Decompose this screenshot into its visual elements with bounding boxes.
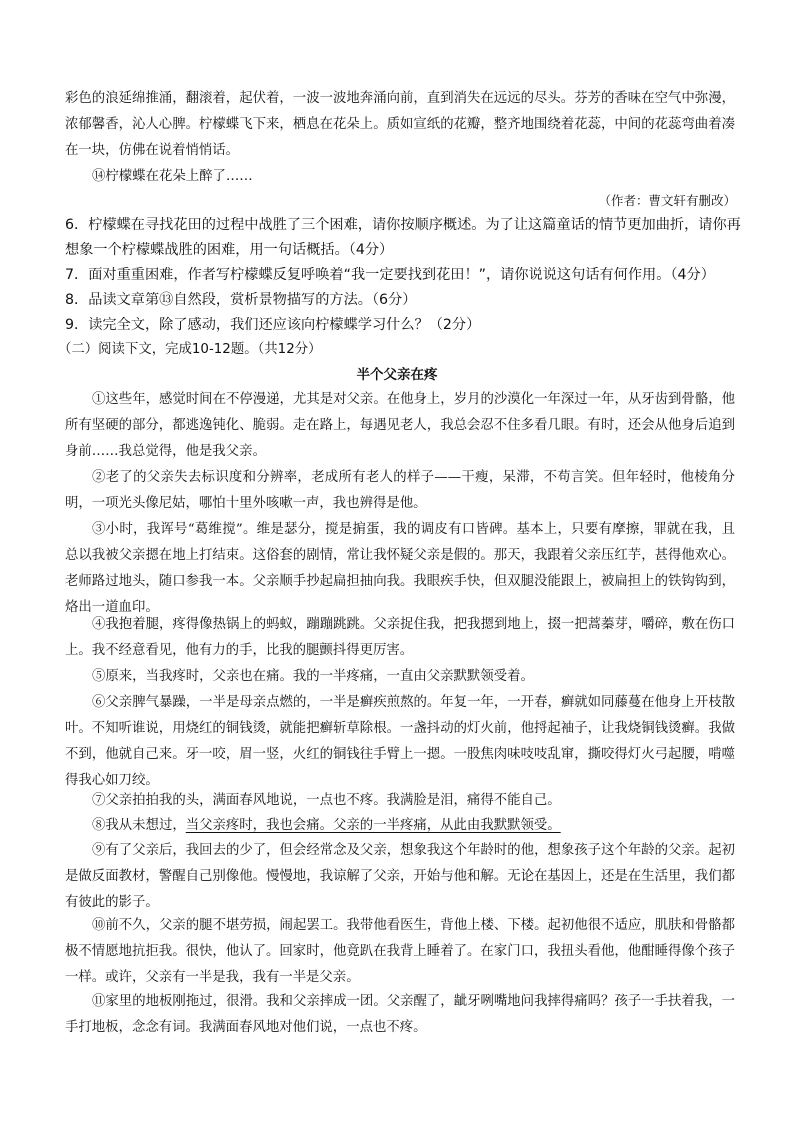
passage2-paragraph-2: ②老了的父亲失去标识度和分辨率，老成所有老人的样子——干瘦，呆滞，不苟言笑。但年轻时，他棱角分明，一项光头像尼姑，哪怕十里外咳嗽一声，我也辨得是他。 (65, 470, 735, 511)
passage2-paragraph-10: ⑩前不久，父亲的腿不堪劳损，闹起罢工。我带他看医生，背他上楼、下楼。起初他很不适应，肌肤和骨骼都极不情愿地抗拒我。很快，他认了。回家时，他竟趴在我背上睡着了。在家门口，我扭头看他，他酣睡得像个孩子一样。或许，父亲有一半是我，我有一半是父亲。 (65, 918, 735, 985)
passage1-paragraph-14: ⑭柠檬蝶在花朵上醉了…… (92, 169, 253, 184)
passage2-paragraph-4: ④我抱着腿，疼得像热锅上的蚂蚁，蹦蹦跳跳。父亲捉住我，把我摁到地上，掇一把蒿蓁芽，嚼碎，敷在伤口上。我不经意看见，他有力的手，比我的腿颤抖得更厉害。 (65, 617, 735, 658)
attribution: （作者：曹文轩有删改） (598, 193, 736, 208)
question-7: 7．面对重重困难，作者写柠檬蝶反复呼唤着“我一定要找到花田！”，请你说说这句话有何作用。（4分） (65, 267, 715, 283)
passage2-paragraph-11: ⑪家里的地板刚拖过，很滑。我和父亲摔成一团。父亲醒了，龇牙咧嘴地问我摔得痛吗？孩子一手扶着我，一手打地板，念念有词。我满面春风地对他们说，一点也不疼。 (65, 994, 735, 1035)
passage1-paragraph-continued: 彩色的浪延绵推涌，翻滚着，起伏着，一波一波地奔涌向前，直到消失在远远的尽头。芬芳的香味在空气中弥漫，浓郁馨香，沁人心脾。柠檬蝶飞下来，栖息在花朵上。质如宣纸的花瓣，整齐地围绕着花蕊，中间的花蕊弯曲着凑在一块，仿佛在说着悄悄话。 (65, 91, 735, 158)
passage2-paragraph-9: ⑨有了父亲后，我回去的少了，但会经常念及父亲，想象我这个年龄时的他，想象孩子这个年龄的父亲。起初是做反面教材，警醒自己别像他。慢慢地，我谅解了父亲，开始与他和解。无论在基因上，还是在生活里，我们都有彼此的影子。 (65, 843, 735, 910)
passage2-paragraph-5: ⑤原来，当我疼时，父亲也在痛。我的一半疼痛，一直由父亲默默领受着。 (92, 669, 534, 684)
passage2-paragraph-1: ①这些年，感觉时间在不停漫递，尤其是对父亲。在他身上，岁月的沙漠化一年深过一年，从牙齿到骨骼，他所有坚硬的部分，都逃逸钝化、脆弱。走在路上，每遇见老人，我总会忍不住多看几眼。有时，还会从他身后追到身前……我总觉得，他是我父亲。 (65, 392, 735, 459)
question-9: 9．读完全文，除了感动，我们还应该向柠檬蝶学习什么？（2分） (65, 317, 481, 333)
passage2-paragraph-6: ⑥父亲脾气暴躁，一半是母亲点燃的，一半是癣疾煎熬的。年复一年，一开春，癣就如同藤蔓在他身上开枝散叶。不知听谁说，用烧红的铜钱烫，就能把癣斩草除根。一盏抖动的灯火前，他捋起袖子，让我烧铜钱烫癣。我做不到，他就自己来。牙一咬，眉一竖，火红的铜钱往手臂上一摁。一股焦肉味吱吱乱窜，撕咬得灯火弓起腰，啃噬得我心如刀绞。 (65, 695, 735, 788)
passage2-paragraph-3: ③小时，我诨号“葛维搅”。维是瑟分，搅是掮蛋，我的调皮有口皆碑。基本上，只要有摩擦，罪就在我，且总以我被父亲摁在地上打结束。这俗套的剧情，常让我怀疑父亲是假的。那天，我跟着父亲压红芋，甚得他欢心。老师路过地头，随口参我一本。父亲顺手抄起扁担抽向我。我眼疾手快，但双腿没能跟上，被扁担上的铁钩钩到，烙出一道血印。 (65, 522, 735, 615)
question-6: 6．柠檬蝶在寻找花田的过程中战胜了三个困难，请你按顺序概述。为了让这篇童话的情节更加曲折，请你再想象一个柠檬蝶战胜的困难，用一句话概括。（4分） (65, 217, 741, 258)
underlined-sentence: 当父亲疼时，我也会痛。父亲的一半疼痛，从此由我默默领受。 (185, 818, 561, 833)
paragraph-8-lead: ⑧我从未想过， (92, 818, 186, 833)
section-2-heading: （二）阅读下文，完成10-12题。（共12分） (58, 342, 322, 357)
passage2-paragraph-7: ⑦父亲拍拍我的头，满面春风地说，一点也不疼。我满脸是泪，痛得不能自己。 (92, 793, 561, 808)
passage2-paragraph-8 (65, 813, 735, 839)
passage2-title: 半个父亲在疼 (356, 367, 438, 383)
question-8: 8．品读文章第⑬自然段，赏析景物描写的方法。（6分） (65, 292, 417, 308)
